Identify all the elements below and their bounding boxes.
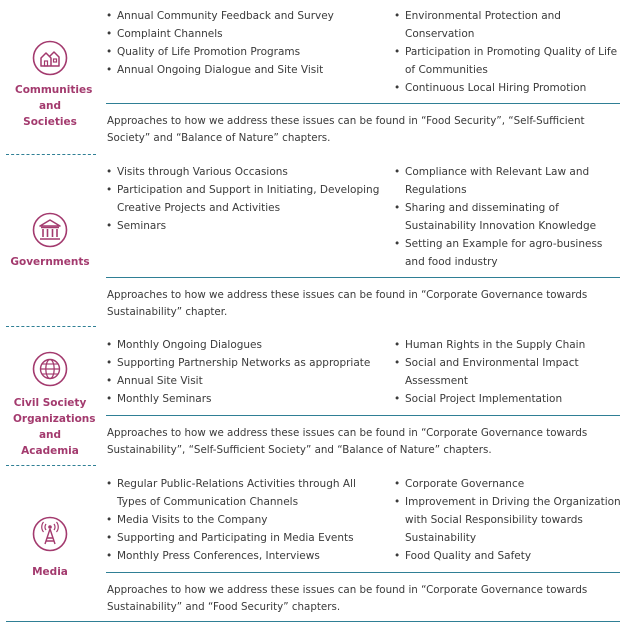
list-item: • Human Rights in the Supply Chain (394, 336, 622, 354)
list-item: • Quality of Life Promotion Programs (106, 43, 386, 61)
stakeholder-group (0, 40, 100, 130)
engagement-list-right (394, 475, 622, 565)
stakeholder-label: Civil Society Organizations and Academia (13, 397, 96, 457)
list-item: • Monthly Press Conferences, Interviews (106, 547, 382, 565)
engagement-list-right (394, 7, 620, 97)
list-item: • Monthly Ongoing Dialogues (106, 336, 388, 354)
list-item: • Supporting and Participating in Media Events (106, 529, 382, 547)
list-item: • Environmental Protection and Conservation (394, 7, 620, 43)
stakeholder-section-governments (0, 156, 624, 326)
stakeholder-section-communities (0, 0, 624, 156)
divider (106, 572, 620, 573)
list-item: • Annual Site Visit (106, 372, 388, 390)
list-item: • Annual Community Feedback and Survey (106, 7, 386, 25)
divider (106, 103, 620, 104)
engagement-list-left (106, 336, 388, 408)
engagement-list-left (106, 475, 382, 565)
divider (106, 415, 620, 416)
list-item: • Sharing and disseminating of Sustainability Innovation Knowledge (394, 199, 622, 235)
list-item: • Supporting Partnership Networks as appropriate (106, 354, 388, 372)
list-item: • Monthly Seminars (106, 390, 388, 408)
list-item: • Regular Public-Relations Activities through All Types of Communication Channels (106, 475, 382, 511)
engagement-list-right (394, 163, 622, 271)
houses-icon (32, 40, 68, 76)
stakeholder-label: Communities and Societies (15, 84, 93, 128)
bottom-divider (6, 621, 620, 622)
government-building-icon (32, 212, 68, 248)
list-item: • Corporate Governance (394, 475, 622, 493)
list-item: • Compliance with Relevant Law and Regulations (394, 163, 622, 199)
list-item: • Social Project Implementation (394, 390, 622, 408)
list-item: • Annual Ongoing Dialogue and Site Visit (106, 61, 386, 79)
stakeholder-group (0, 516, 100, 580)
list-item: • Setting an Example for agro-business and food industry (394, 235, 622, 271)
engagement-list-left (106, 7, 386, 79)
divider (106, 277, 620, 278)
list-item: • Food Quality and Safety (394, 547, 622, 565)
stakeholder-group (0, 212, 100, 270)
list-item: • Seminars (106, 217, 388, 235)
approach-note: Approaches to how we address these issues can be found in “Corporate Governance towards Sustainability” chapter. (107, 289, 588, 318)
stakeholder-label: Media (32, 566, 68, 578)
stakeholder-section-civil-society (0, 327, 624, 465)
approach-note: Approaches to how we address these issues can be found in “Corporate Governance towards Sustainability” and “Food Security” chapters. (107, 584, 588, 613)
approach-note: Approaches to how we address these issues can be found in “Corporate Governance towards Sustainability”, “Self-Sufficient Society” and “Balance of Nature” chapters. (107, 427, 588, 456)
stakeholder-group (0, 351, 100, 459)
approach-note: Approaches to how we address these issues can be found in “Food Security”, “Self-Sufficient Society” and “Balance of Nature” chapters. (107, 115, 585, 144)
list-item: • Participation and Support in Initiating, Developing Creative Projects and Activities (106, 181, 388, 217)
list-item: • Visits through Various Occasions (106, 163, 388, 181)
broadcast-tower-icon (32, 516, 68, 552)
list-item: • Social and Environmental Impact Assessment (394, 354, 622, 390)
stakeholder-label: Governments (10, 256, 90, 268)
section-divider (6, 154, 96, 155)
list-item: • Participation in Promoting Quality of Life of Communities (394, 43, 620, 79)
list-item: • Continuous Local Hiring Promotion (394, 79, 620, 97)
globe-icon (32, 351, 68, 387)
list-item: • Improvement in Driving the Organization with Social Responsibility towards Sustainability (394, 493, 622, 547)
stakeholder-section-media (0, 466, 624, 626)
engagement-list-left (106, 163, 388, 235)
list-item: • Media Visits to the Company (106, 511, 382, 529)
engagement-list-right (394, 336, 622, 408)
list-item: • Complaint Channels (106, 25, 386, 43)
